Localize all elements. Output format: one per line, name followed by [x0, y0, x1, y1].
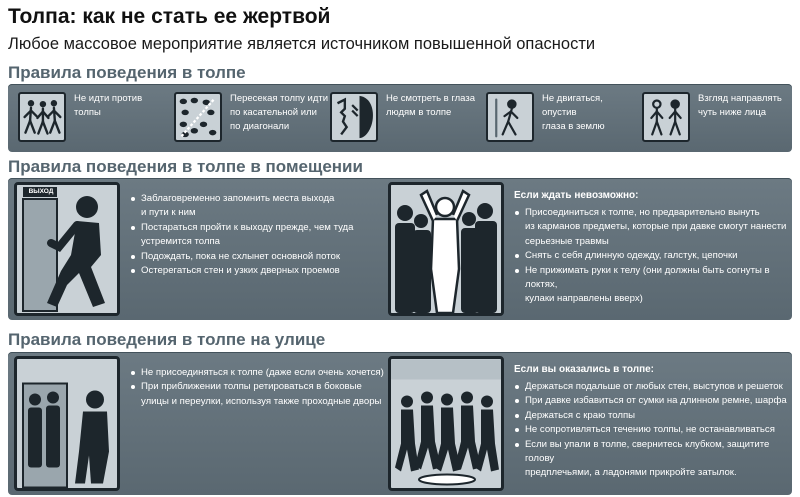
- street-right-heading: Если вы оказались в толпе:: [514, 364, 654, 375]
- crowd-rule-4-text: Не двигаться, опустив глаза в землю: [542, 93, 605, 132]
- list-item: Снять с себя длинную одежду, галстук, цепочки: [514, 249, 789, 263]
- list-item: Заблаговременно запомнить места выхода и пути к ним: [130, 192, 390, 221]
- crowd-rule-5: [642, 90, 792, 148]
- street-left-list: [130, 366, 390, 409]
- indoor-right-heading: Если ждать невозможно:: [514, 190, 639, 201]
- indoor-left-list: [130, 192, 390, 278]
- list-item: Если вы упали в толпе, свернитесь клубком, защитите голову предплечьями, а ладонями прикройте затылок.: [514, 438, 789, 481]
- exit-sign: ВЫХОД: [28, 188, 54, 195]
- crowd-rule-1: [18, 90, 168, 148]
- page-subtitle: Любое массовое мероприятие является источником повышенной опасности: [8, 35, 596, 53]
- person-looking-down-icon: [486, 92, 534, 142]
- section-heading-crowd: Правила поведения в толпе: [8, 63, 246, 82]
- crowd-rule-2-text: Пересекая толпу идти по касательной или по диагонали: [230, 93, 329, 132]
- person-looking-ahead-icon: [642, 92, 690, 142]
- crowd-rule-5-text: Взгляд направлять чуть ниже лица: [698, 93, 782, 118]
- exit-door-illustration: [14, 182, 120, 316]
- section-street-band: [8, 352, 792, 495]
- diagonal-crossing-icon: [174, 92, 222, 142]
- crowd-raised-arms-illustration: [388, 182, 504, 316]
- street-escape-illustration: [14, 356, 120, 491]
- list-item: При приближении толпы ретироваться в боковые улицы и переулки, используя также проходные дворы: [130, 380, 390, 409]
- list-item: Держаться с краю толпы: [514, 409, 789, 423]
- crowd-rule-4: [486, 90, 636, 148]
- page-title: Толпа: как не стать ее жертвой: [8, 5, 331, 28]
- indoor-right-list: [514, 206, 789, 307]
- list-item: При давке избавиться от сумки на длинном ремне, шарфа: [514, 394, 789, 408]
- section-heading-indoor: Правила поведения в толпе в помещении: [8, 157, 363, 176]
- face-profile-icon: [330, 92, 378, 142]
- crowd-rule-3: [330, 90, 480, 148]
- list-item: Не прижимать руки к телу (они должны быть согнуты в локтях, кулаки направлены вверх): [514, 264, 789, 307]
- list-item: Остерегаться стен и узких дверных проемов: [130, 264, 390, 278]
- list-item: Не сопротивляться течению толпы, не останавливаться: [514, 423, 789, 437]
- section-indoor-band: [8, 178, 792, 320]
- crowd-street-illustration: [388, 356, 504, 491]
- list-item: Не присоединяться к толпе (даже если очень хочется): [130, 366, 390, 380]
- crowd-rule-3-text: Не смотреть в глаза людям в толпе: [386, 93, 475, 118]
- section-crowd-band: [8, 84, 792, 152]
- people-walking-icon: [18, 92, 66, 142]
- crowd-rule-2: [174, 90, 329, 148]
- list-item: Держаться подальше от любых стен, выступов и решеток: [514, 380, 789, 394]
- list-item: Постараться пройти к выходу прежде, чем туда устремится толпа: [130, 221, 390, 250]
- list-item: Подождать, пока не схлынет основной поток: [130, 250, 390, 264]
- section-heading-street: Правила поведения в толпе на улице: [8, 330, 326, 349]
- list-item: Присоединиться к толпе, но предварительно вынуть из карманов предметы, которые при давке смогут нанести серьезные травмы: [514, 206, 789, 249]
- street-right-list: [514, 380, 789, 481]
- crowd-rule-1-text: Не идти против толпы: [74, 93, 143, 118]
